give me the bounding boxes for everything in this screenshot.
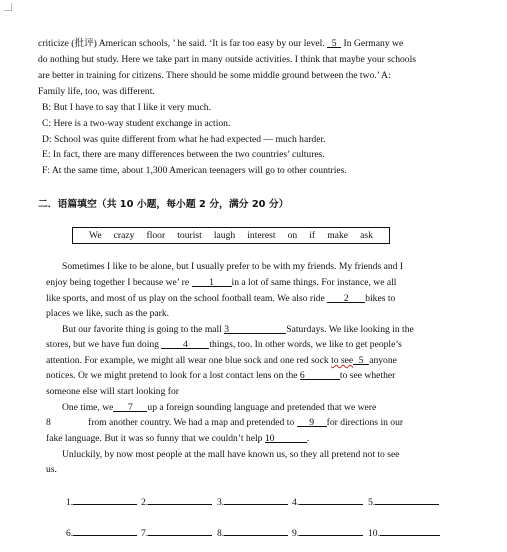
option-f: F: At the same time, about 1,300 American teenagers will go to other countries. [42,165,347,176]
text-segment: One time, we [62,402,114,413]
text-line: are better in training for citizens. There should be some middle ground between the two.’ A: [38,70,391,81]
text-line [38,36,403,52]
text-segment: to see whether [339,370,396,381]
answer-label: 6. [66,528,74,539]
option-c: C: Here is a two-way student exchange in action. [42,118,231,129]
answer-slot-2[interactable] [141,493,212,511]
word-bank-item: ask [360,229,373,241]
answer-label: 2. [141,497,149,508]
blank-number: 3 [224,322,286,334]
passage-line: places we like, such as the park. [46,308,170,319]
answer-slot-5[interactable] [368,493,439,511]
blank-number: 8 [46,417,51,428]
page-corner-mark [4,3,12,11]
answer-label: 8. [217,528,225,539]
blank-number: 5 [353,353,369,365]
passage-line [46,291,395,307]
text-segment: . [306,433,310,444]
text-segment: enjoy being together I because we’ re [46,277,192,288]
text-segment: In Germany we [341,38,404,49]
answer-slot-4[interactable] [292,493,363,511]
text-segment: But our favorite thing is going to the mall [62,324,225,335]
text-segment: Saturdays. We like looking in the [286,324,414,335]
text-segment: attention. For example, we might all wear one blue sock and one red sock [46,355,332,366]
passage-line [46,275,396,291]
answer-line[interactable] [224,493,288,505]
answer-slot-6[interactable] [66,524,137,542]
passage-line [46,415,403,431]
blank-number: 1 [192,275,232,287]
passage-line [46,337,402,353]
text-segment: notices. Or we might pretend to look for a lost contact lens on the [46,370,300,381]
word-bank-item: floor [146,229,166,241]
answer-slot-10[interactable] [368,524,440,542]
option-e: E: In fact, there are many differences between the two countries’ cultures. [42,149,325,160]
answer-label: 3. [217,497,225,508]
answer-line[interactable] [73,493,137,505]
answer-line[interactable] [148,493,212,505]
answer-line[interactable] [148,524,212,536]
passage-line [46,368,395,384]
passage-line: Unluckily, by now most people at the mall have known us, so they all pretend not to see [62,449,400,460]
text-segment: for directions in our [326,417,404,428]
text-segment: from another country. We had a map and pretended to [88,417,297,428]
text-segment: in a lot of same things. For instance, we all [231,277,397,288]
answer-label: 9. [292,528,300,539]
option-d: D: School was quite different from what he had expected — much harder. [42,134,326,145]
answer-label: 5. [368,497,376,508]
text-segment: bikes to [365,293,396,304]
option-b: B: But I have to say that I like it very much. [42,102,211,113]
answer-line[interactable] [299,493,363,505]
passage-line [46,431,309,447]
text-segment: anyone [369,355,397,366]
flagged-text: to see [331,355,354,366]
answer-slot-7[interactable] [141,524,212,542]
text-segment: things, too. In other words, we like to get people’s [209,339,402,350]
answer-label: 4. [292,497,300,508]
text-segment: up a foreign sounding language and pretended that we were [147,402,377,413]
blank-number: 7 [113,400,147,412]
word-bank-item: We [89,229,102,241]
blank-number: 9 [297,415,327,427]
passage-line [46,353,397,369]
passage-line: someone else will start looking for [46,386,179,397]
answer-label: 10. [368,528,380,539]
answer-slot-9[interactable] [292,524,363,542]
blank-number: 10 [265,431,307,443]
word-bank [72,227,390,244]
text-segment: stores, but we have fun doing [46,339,162,350]
section-heading: 二．语篇填空（共 10 小题，每小题 2 分，满分 20 分） [38,199,289,210]
passage-line: Sometimes I like to be alone, but I usually prefer to be with my friends. My friends and I [62,261,404,272]
blank-number: 2 [327,291,365,303]
answer-line[interactable] [73,524,137,536]
text-line: do nothing but study. Here we take part in many outside activities. I think that maybe your schools [38,54,416,65]
word-bank-item: interest [247,229,276,241]
answer-line[interactable] [375,493,439,505]
passage-line [62,322,414,338]
answer-slot-1[interactable] [66,493,137,511]
blank-number: 5 [327,36,341,48]
answer-slot-8[interactable] [217,524,288,542]
passage-line [62,400,376,416]
word-bank-item: crazy [113,229,135,241]
text-line: Family life, too, was different. [38,86,155,97]
word-bank-item: tourist [177,229,202,241]
answer-label: 7. [141,528,149,539]
word-bank-item: if [309,229,316,241]
blank-number: 6 [300,368,340,380]
answer-line[interactable] [224,524,288,536]
text-segment: like sports, and most of us play on the school football team. We also ride [46,293,328,304]
word-bank-item: laugh [213,229,236,241]
answer-line[interactable] [299,524,363,536]
word-bank-item: make [327,229,348,241]
answer-line[interactable] [380,524,440,536]
passage-line: us. [46,464,57,475]
answer-slot-3[interactable] [217,493,288,511]
text-segment: criticize (批评) American schools, ’ he said. ‘It is far too easy by our level. [38,38,328,49]
answer-label: 1. [66,497,74,508]
word-bank-item: on [287,229,298,241]
text-segment: fake language. But it was so funny that we couldn’t help [46,433,265,444]
blank-number: 4 [161,337,209,349]
